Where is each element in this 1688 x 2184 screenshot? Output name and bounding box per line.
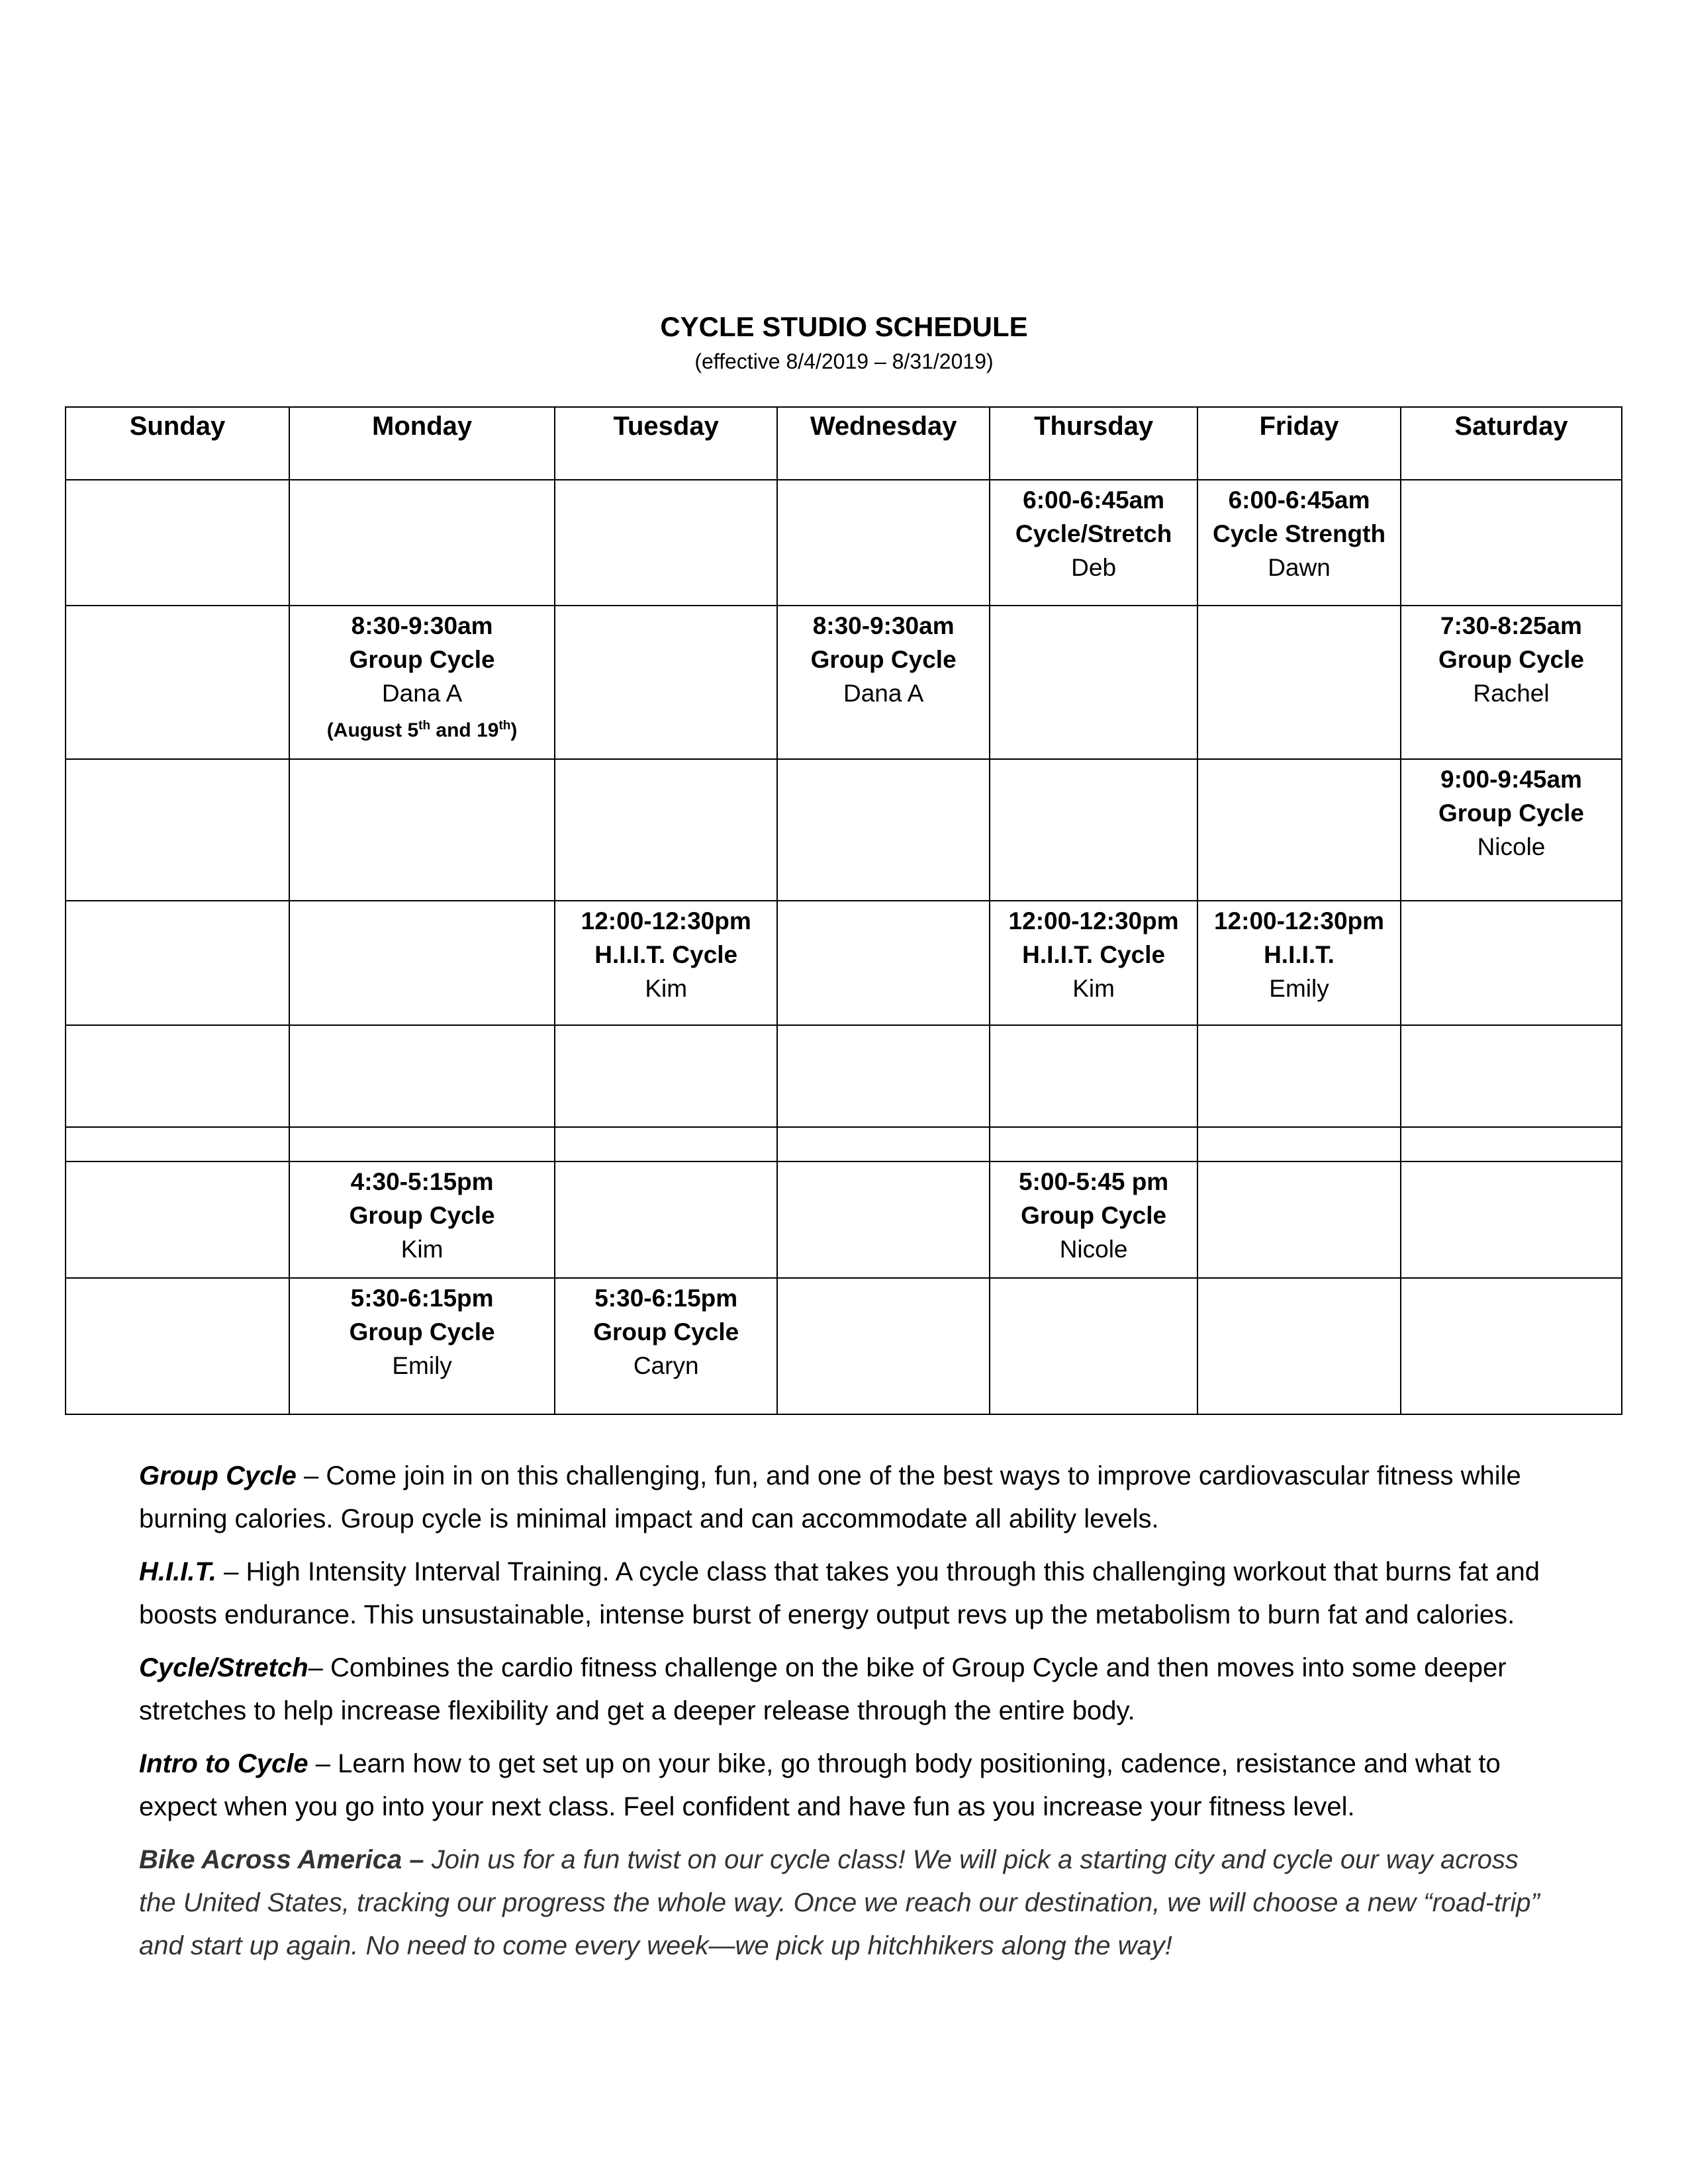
empty-slot [777,1161,990,1278]
class-definition: – Learn how to get set up on your bike, go through body positioning, cadence, resistance and what to expect when you go into your next class. Feel confident and have fun as you increase your fitness level. [139,1749,1501,1821]
class-slot [289,1161,555,1278]
class-name: Group Cycle [349,1202,495,1229]
empty-slot [1197,1127,1401,1161]
empty-slot [1197,1161,1401,1278]
class-slot [289,1278,555,1414]
class-dates-note [290,710,554,747]
class-description [139,1455,1562,1541]
class-definition: – Come join in on this challenging, fun, and one of the best ways to improve cardiovascular fitness while burning calories. Group cycle is minimal impact and can accommodate all ability levels. [139,1461,1521,1533]
empty-slot [1401,1161,1622,1278]
class-slot [555,1278,777,1414]
empty-slot [1401,1025,1622,1127]
empty-slot [555,1127,777,1161]
instructor-name: Emily [1269,975,1329,1002]
instructor-name: Nicole [1477,833,1546,860]
day-header: Friday [1197,407,1401,480]
class-term: Bike Across America – [139,1845,424,1874]
class-time: 4:30-5:15pm [350,1168,494,1195]
instructor-name: Kim [645,975,688,1002]
class-name: Group Cycle [1438,799,1584,827]
empty-slot [66,606,289,759]
empty-slot [990,759,1197,901]
class-time: 12:00-12:30pm [1213,907,1385,934]
class-term: Group Cycle [139,1461,297,1490]
empty-slot [777,480,990,606]
instructor-name: Dana A [381,680,463,707]
empty-slot [289,901,555,1025]
class-slot [555,901,777,1025]
page-title: CYCLE STUDIO SCHEDULE [660,311,1028,342]
empty-slot [1401,1278,1622,1414]
instructor-name: Kim [400,1236,444,1263]
instructor-name: Caryn [633,1352,699,1379]
empty-slot [66,1127,289,1161]
empty-slot [1401,1127,1622,1161]
class-slot [990,901,1197,1025]
schedule-row [66,606,1622,759]
class-slot [1401,606,1622,759]
class-time: 12:00-12:30pm [1008,907,1179,934]
class-time: 6:00-6:45am [1023,486,1165,514]
empty-slot [1197,1025,1401,1127]
class-time: 5:30-6:15pm [594,1285,738,1312]
empty-slot [289,1127,555,1161]
class-time: 5:00-5:45 pm [1018,1168,1169,1195]
empty-slot [289,1025,555,1127]
class-description [139,1551,1562,1637]
class-name: Group Cycle [810,646,957,673]
class-slot [777,606,990,759]
schedule-row [66,480,1622,606]
note-part: th [418,719,431,733]
empty-slot [289,480,555,606]
class-descriptions [139,1455,1562,1978]
class-time: 8:30-9:30am [351,612,493,639]
class-term: Intro to Cycle [139,1749,308,1778]
class-description [139,1647,1562,1733]
class-description [139,1743,1562,1829]
empty-slot [777,759,990,901]
empty-slot [777,1025,990,1127]
empty-slot [66,480,289,606]
class-slot [990,480,1197,606]
class-term: Cycle/Stretch [139,1653,308,1682]
class-slot [1197,901,1401,1025]
class-slot [289,606,555,759]
empty-slot [990,1278,1197,1414]
empty-slot [990,606,1197,759]
class-name: Group Cycle [1438,646,1584,673]
header-row [66,407,1622,480]
class-slot [990,1161,1197,1278]
empty-slot [66,1161,289,1278]
empty-slot [66,901,289,1025]
day-header: Saturday [1401,407,1622,480]
empty-slot [555,606,777,759]
empty-slot [555,1025,777,1127]
instructor-name: Dana A [843,680,924,707]
schedule-row [66,1278,1622,1414]
empty-slot [1401,480,1622,606]
instructor-name: Rachel [1473,680,1550,707]
class-definition: – High Intensity Interval Training. A cycle class that takes you through this challenging workout that burns fat and boosts endurance. This unsustainable, intense burst of energy output revs up the metabolism to burn fat and calories. [139,1557,1540,1629]
schedule-row [66,901,1622,1025]
instructor-name: Nicole [1059,1236,1128,1263]
class-time: 12:00-12:30pm [581,907,751,934]
class-name: H.I.I.T. [1264,941,1335,968]
schedule-row [66,1025,1622,1127]
instructor-name: Dawn [1268,554,1331,581]
class-definition: Join us for a fun twist on our cycle class! We will pick a starting city and cycle our way across the United States, tracking our progress the whole way. Once we reach our destination, we will choose a new “road-trip” and start up again. No need to come every week—we pick up hitchhikers along the way! [139,1845,1540,1960]
day-header: Monday [289,407,555,480]
class-name: Cycle Strength [1212,520,1386,547]
day-header: Thursday [990,407,1197,480]
empty-slot [66,759,289,901]
class-time: 8:30-9:30am [812,612,955,639]
class-name: H.I.I.T. Cycle [1022,941,1166,968]
empty-slot [1401,901,1622,1025]
empty-slot [555,1161,777,1278]
class-name: Group Cycle [349,646,495,673]
class-time: 9:00-9:45am [1440,766,1582,793]
class-description [139,1839,1562,1968]
note-part: and 19 [430,719,499,741]
empty-slot [777,901,990,1025]
note-part: (August 5 [326,719,419,741]
note-part: th [498,719,511,733]
schedule-table [65,406,1622,1415]
class-time: 5:30-6:15pm [350,1285,494,1312]
empty-slot [555,759,777,901]
day-header: Tuesday [555,407,777,480]
empty-slot [555,480,777,606]
empty-slot [66,1278,289,1414]
empty-slot [990,1127,1197,1161]
day-header: Wednesday [777,407,990,480]
schedule-row [66,759,1622,901]
empty-slot [1197,606,1401,759]
class-name: Cycle/Stretch [1015,520,1172,547]
empty-slot [777,1278,990,1414]
empty-slot [1197,1278,1401,1414]
empty-slot [1197,759,1401,901]
empty-slot [990,1025,1197,1127]
class-name: Group Cycle [1021,1202,1167,1229]
class-time: 6:00-6:45am [1228,486,1370,514]
class-name: Group Cycle [593,1318,739,1345]
empty-slot [777,1127,990,1161]
empty-slot [66,1025,289,1127]
instructor-name: Emily [392,1352,452,1379]
class-term: H.I.I.T. [139,1557,217,1586]
instructor-name: Kim [1072,975,1115,1002]
empty-slot [289,759,555,901]
class-slot [1197,480,1401,606]
schedule-row [66,1127,1622,1161]
class-definition: – Combines the cardio fitness challenge on the bike of Group Cycle and then moves into some deeper stretches to help increase flexibility and get a deeper release through the entire body. [139,1653,1507,1725]
day-header: Sunday [66,407,289,480]
class-name: H.I.I.T. Cycle [594,941,738,968]
instructor-name: Deb [1071,554,1117,581]
class-time: 7:30-8:25am [1440,612,1582,639]
effective-dates: (effective 8/4/2019 – 8/31/2019) [694,349,994,373]
class-slot [1401,759,1622,901]
class-name: Group Cycle [349,1318,495,1345]
schedule-row [66,1161,1622,1278]
note-part: ) [510,719,518,741]
